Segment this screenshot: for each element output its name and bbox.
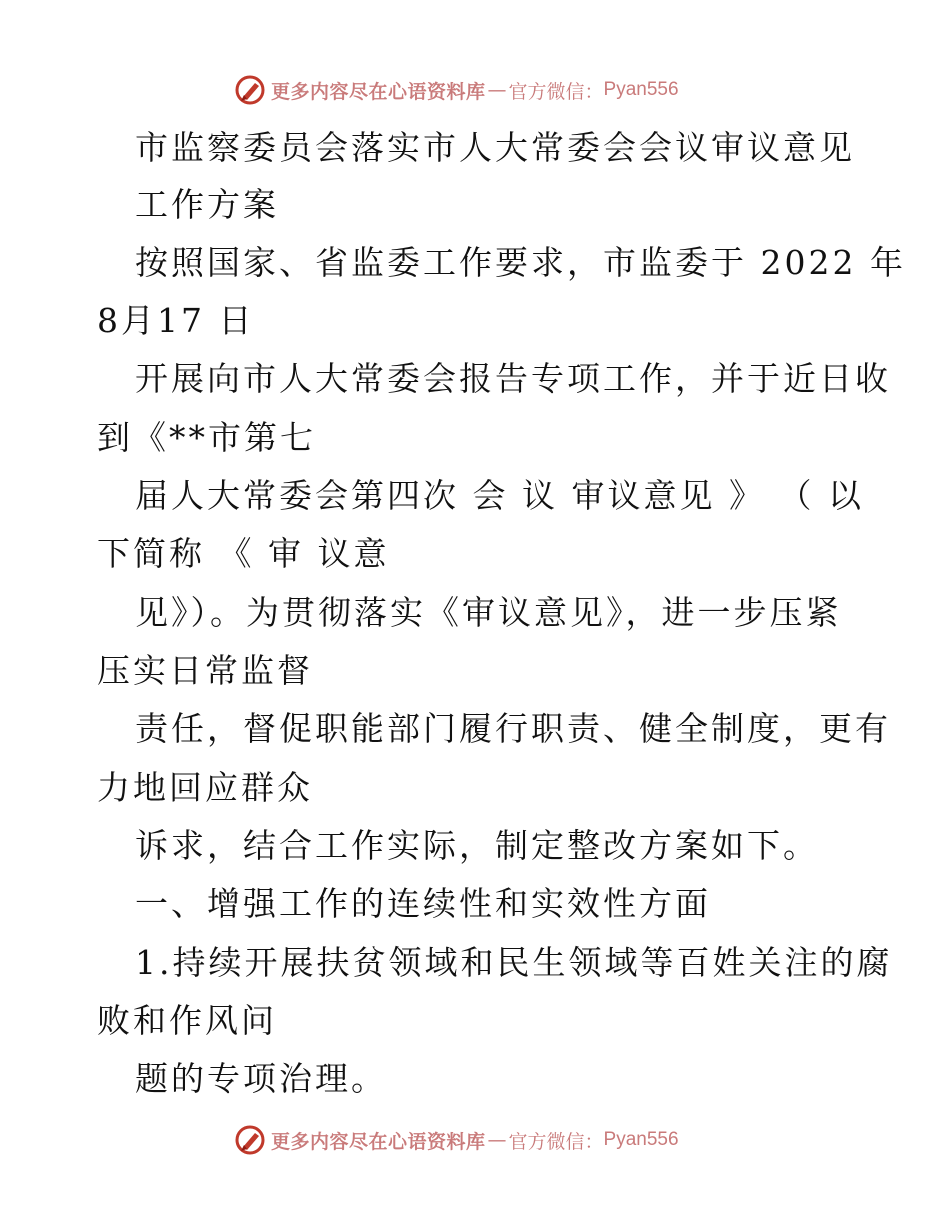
doc-text-line: 8月17 日 — [97, 301, 255, 340]
doc-text-line: 力地回应群众 — [97, 768, 313, 807]
doc-text-line: 到《**市第七 — [97, 418, 316, 457]
doc-text-line: 诉求，结合工作实际，制定整改方案如下。 — [135, 826, 819, 865]
watermark-wechat-label: 官方微信： — [508, 1130, 604, 1153]
doc-title-line-1: 市监察委员会落实市人大常委会会议审议意见 — [135, 128, 855, 167]
watermark-text: 更多内容尽在心语资料库 — [271, 80, 486, 103]
section-heading: 一、增强工作的连续性和实效性方面 — [135, 884, 711, 923]
watermark-wechat-label: 官方微信： — [508, 80, 604, 103]
doc-text-line: 届人大常委会第四次 会 议 审议意见 》 （ 以 — [135, 476, 864, 515]
watermark-wechat-id: Pyan556 — [603, 1129, 679, 1150]
doc-text-line: 责任，督促职能部门履行职责、健全制度，更有 — [135, 709, 891, 748]
watermark-separator: — — [487, 79, 507, 101]
doc-text-line: 开展向市人大常委会报告专项工作，并于近日收 — [135, 359, 891, 398]
doc-text-line: 见》）。为贯彻落实《审议意见》，进一步压紧 — [135, 593, 842, 632]
watermark-separator: — — [487, 1129, 507, 1151]
pen-logo-icon — [235, 75, 265, 105]
watermark-footer — [235, 1123, 679, 1157]
doc-title-line-2: 工作方案 — [135, 185, 279, 224]
doc-text-line: 题的专项治理。 — [135, 1059, 387, 1098]
doc-text-line: 下简称 《 审 议意 — [97, 534, 390, 573]
watermark-wechat-id: Pyan556 — [603, 79, 679, 100]
watermark-header — [235, 73, 679, 107]
doc-text-line: 按照国家、省监委工作要求，市监委于 2022 年 — [135, 243, 906, 282]
doc-text-line: 败和作风问 — [97, 1001, 277, 1040]
watermark-text: 更多内容尽在心语资料库 — [271, 1130, 486, 1153]
doc-text-line: 压实日常监督 — [97, 651, 313, 690]
doc-text-line: 1.持续开展扶贫领域和民生领域等百姓关注的腐 — [135, 943, 893, 982]
pen-logo-icon — [235, 1125, 265, 1155]
